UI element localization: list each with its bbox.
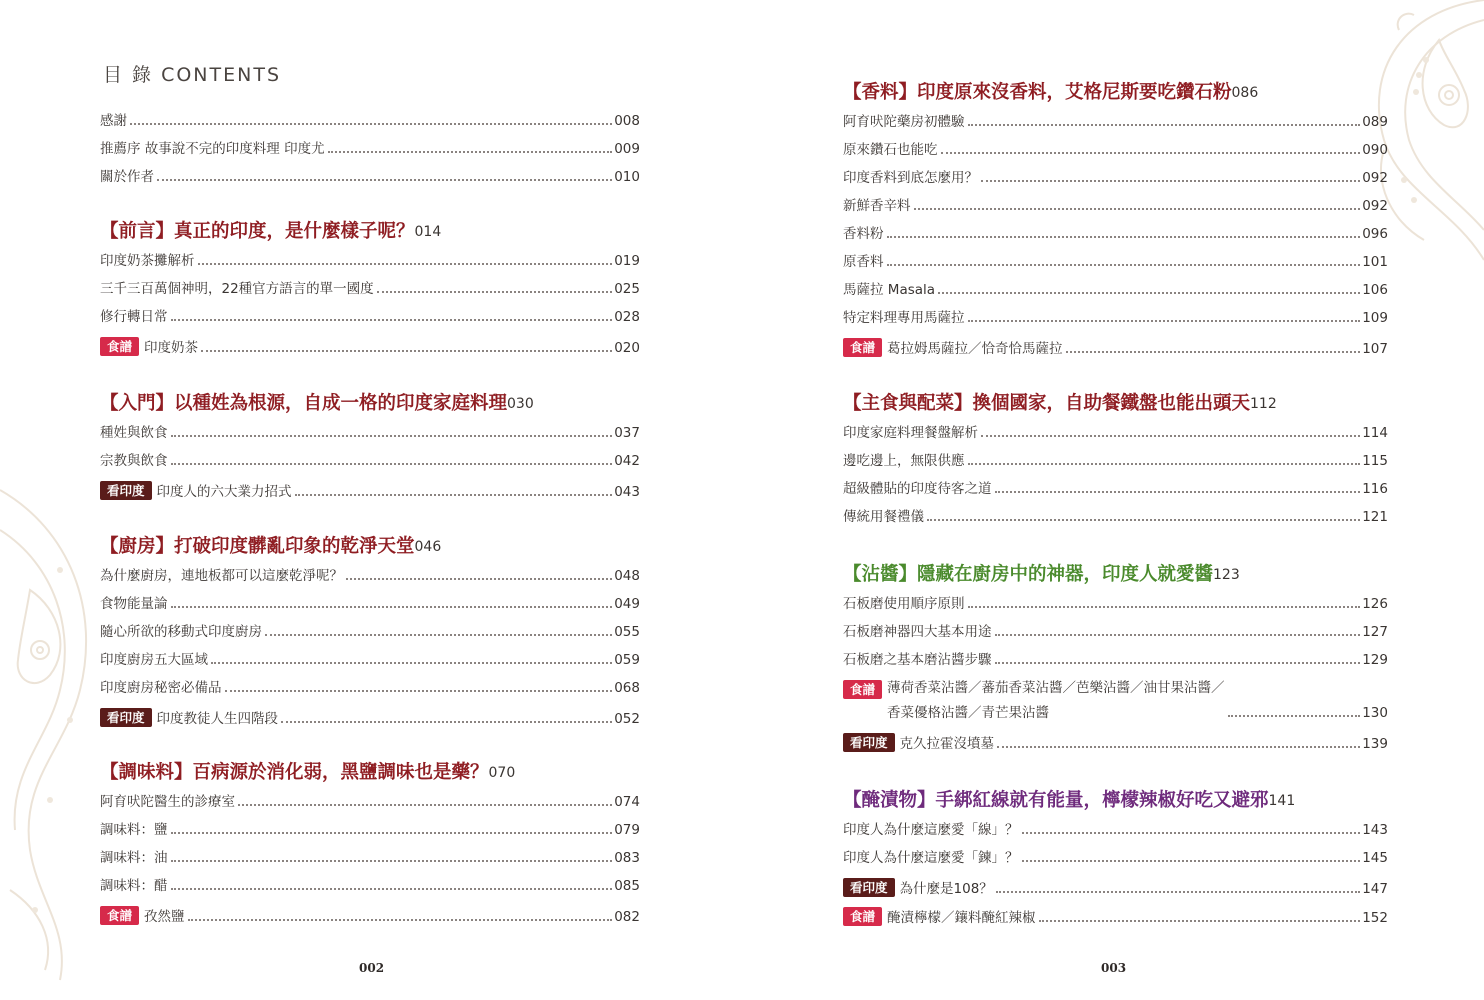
toc-entry[interactable] <box>100 680 640 696</box>
toc-entry[interactable] <box>843 481 1388 497</box>
paisley-ornament-bottom-left <box>0 470 110 990</box>
entry-label: 調味料：油 <box>100 850 168 866</box>
page-number: 028 <box>614 309 640 325</box>
toc-section-staples <box>843 393 1388 525</box>
toc-entry[interactable] <box>843 226 1388 242</box>
page-folio-left: 002 <box>359 961 385 975</box>
page-number: 082 <box>614 909 640 925</box>
leader-dots <box>281 721 612 723</box>
heading-label: 【前言】真正的印度，是什麼樣子呢？ <box>100 221 415 242</box>
recipe-tag: 食譜 <box>100 906 139 925</box>
leader-dots <box>171 319 613 321</box>
page-number: 068 <box>614 680 640 696</box>
recipe-tag: 食譜 <box>843 907 882 926</box>
entry-label: 原香料 <box>843 254 884 270</box>
left-page <box>100 0 640 1000</box>
section-heading[interactable] <box>100 393 640 415</box>
toc-entry[interactable] <box>843 850 1388 866</box>
entry-label: 邊吃邊上，無限供應 <box>843 453 965 469</box>
page-number: 090 <box>1362 142 1388 158</box>
entry-label: 印度人為什麼這麼愛「鍊」？ <box>843 850 1019 866</box>
leader-dots <box>997 746 1360 748</box>
toc-entry[interactable] <box>100 281 640 297</box>
toc-entry[interactable] <box>100 794 640 810</box>
entry-label: 印度香料到底怎麼用？ <box>843 170 978 186</box>
page-number: 019 <box>614 253 640 269</box>
entry-label: 香料粉 <box>843 226 884 242</box>
page-number: 152 <box>1362 910 1388 926</box>
leader-dots <box>171 860 613 862</box>
leader-dots <box>171 832 613 834</box>
entry-label: 調味料：鹽 <box>100 822 168 838</box>
toc-entry[interactable] <box>843 596 1388 612</box>
page-number: 048 <box>614 568 640 584</box>
leader-dots <box>171 435 613 437</box>
toc-entry[interactable] <box>843 624 1388 640</box>
entry-label: 印度教徒人生四階段 <box>156 711 279 727</box>
section-heading[interactable] <box>843 790 1388 812</box>
right-page <box>843 0 1388 1000</box>
entry-label-continued: 香菜優格沾醬／青芒果沾醬 <box>887 705 1050 721</box>
page-number: 114 <box>1362 425 1388 441</box>
section-heading[interactable] <box>843 82 1388 104</box>
entry-label: 三千三百萬個神明，22種官方語言的單一國度 <box>100 281 374 297</box>
leader-dots <box>346 578 612 580</box>
entry-label: 印度家庭料理餐盤解析 <box>843 425 978 441</box>
leader-dots <box>188 919 613 921</box>
entry-label: 宗教與飲食 <box>100 453 168 469</box>
toc-entry[interactable] <box>843 310 1388 326</box>
entry-label: 新鮮香辛料 <box>843 198 911 214</box>
leader-dots <box>996 891 1360 893</box>
toc-entry[interactable] <box>843 338 1388 357</box>
heading-label: 【廚房】打破印度髒亂印象的乾淨天堂 <box>100 536 415 557</box>
toc-entry[interactable] <box>100 568 640 584</box>
page-number: 010 <box>614 169 640 185</box>
entry-label: 為什麼廚房，連地板都可以這麼乾淨呢？ <box>100 568 343 584</box>
leader-dots <box>225 690 613 692</box>
page-number: 025 <box>614 281 640 297</box>
heading-label: 【入門】以種姓為根源，自成一格的印度家庭料理 <box>100 393 508 414</box>
page-number: 070 <box>488 765 516 781</box>
entry-label: 印度廚房秘密必備品 <box>100 680 222 696</box>
leader-dots <box>171 463 613 465</box>
page-number: 074 <box>614 794 640 810</box>
page-number: 145 <box>1362 850 1388 866</box>
toc-section-seasoning <box>100 762 640 925</box>
toc-entry[interactable] <box>843 282 1388 298</box>
leader-dots <box>1022 860 1361 862</box>
leader-dots <box>238 804 612 806</box>
page-number: 116 <box>1362 481 1388 497</box>
toc-entry[interactable] <box>100 708 640 727</box>
toc-section-spices <box>843 82 1388 357</box>
toc-section-kitchen <box>100 536 640 727</box>
toc-entry[interactable] <box>100 253 640 269</box>
entry-label: 葛拉姆馬薩拉／恰奇恰馬薩拉 <box>887 341 1063 357</box>
page-number: 030 <box>507 396 534 412</box>
page-number: 052 <box>614 711 640 727</box>
toc-entry[interactable] <box>843 878 1388 897</box>
section-heading[interactable] <box>100 762 640 784</box>
page-number: 129 <box>1362 652 1388 668</box>
heading-label: 【調味料】百病源於消化弱，黑鹽調味也是藥？ <box>100 762 489 783</box>
page-number: 049 <box>614 596 640 612</box>
entry-label: 原來鑽石也能吃 <box>843 142 938 158</box>
leader-dots <box>938 292 1360 294</box>
page-number: 147 <box>1362 881 1388 897</box>
entry-label: 調味料：醋 <box>100 878 168 894</box>
page-number: 042 <box>614 453 640 469</box>
entry-label: 克久拉霍沒墳墓 <box>899 736 995 752</box>
toc-section-preface <box>100 221 640 356</box>
entry-label: 阿育吠陀藥房初體驗 <box>843 114 965 130</box>
toc-entry[interactable] <box>843 652 1388 668</box>
leader-dots <box>198 263 613 265</box>
entry-label: 食物能量論 <box>100 596 168 612</box>
leader-dots <box>887 264 1361 266</box>
page-number: 141 <box>1268 793 1296 809</box>
toc-entry[interactable] <box>100 337 640 356</box>
toc-entry[interactable] <box>100 309 640 325</box>
leader-dots <box>1066 351 1361 353</box>
page-number: 096 <box>1362 226 1388 242</box>
toc-entry[interactable] <box>843 142 1388 158</box>
recipe-tag: 食譜 <box>843 680 882 699</box>
page-number: 092 <box>1362 170 1388 186</box>
leader-dots <box>981 435 1360 437</box>
page-number: 121 <box>1362 509 1388 525</box>
entry-label: 超級體貼的印度待客之道 <box>843 481 992 497</box>
section-heading[interactable] <box>843 393 1388 415</box>
leader-dots <box>377 291 613 293</box>
page-number: 123 <box>1213 567 1240 583</box>
toc-entry[interactable] <box>100 596 640 612</box>
heading-label: 【主食與配菜】換個國家，自助餐鐵盤也能出頭天 <box>843 393 1251 414</box>
entry-label: 印度廚房五大區域 <box>100 652 208 668</box>
entry-label-lines <box>887 680 1225 721</box>
page-number: 139 <box>1362 736 1388 752</box>
entry-label: 感謝 <box>100 113 127 129</box>
recipe-tag: 食譜 <box>843 338 882 357</box>
entry-label: 孜然鹽 <box>144 909 185 925</box>
page-number: 020 <box>614 340 640 356</box>
toc-entry[interactable] <box>100 822 640 838</box>
section-heading[interactable] <box>100 221 640 243</box>
entry-label: 阿育吠陀醫生的診療室 <box>100 794 235 810</box>
entry-label: 印度奶茶 <box>144 340 199 356</box>
toc-entry[interactable] <box>100 169 640 185</box>
page-folio-right: 003 <box>1101 961 1127 975</box>
toc-entry[interactable] <box>843 509 1388 525</box>
leader-dots <box>328 151 613 153</box>
entry-label: 修行轉日常 <box>100 309 168 325</box>
page-number: 059 <box>614 652 640 668</box>
leader-dots <box>171 606 613 608</box>
toc-entry[interactable] <box>843 453 1388 469</box>
heading-label: 【香料】印度原來沒香料，艾格尼斯要吃鑽石粉 <box>843 82 1232 103</box>
page-number: 083 <box>614 850 640 866</box>
entry-label: 印度人的六大業力招式 <box>156 484 292 500</box>
toc-entry[interactable] <box>100 850 640 866</box>
leader-dots <box>914 208 1361 210</box>
entry-label: 為什麼是108？ <box>899 881 993 897</box>
section-heading[interactable] <box>100 536 640 558</box>
page-number: 055 <box>614 624 640 640</box>
page-number: 086 <box>1231 85 1259 101</box>
page-number: 127 <box>1362 624 1388 640</box>
contents-title: 目 錄 CONTENTS <box>103 64 282 86</box>
toc-entry[interactable] <box>100 652 640 668</box>
entry-label: 薄荷香菜沾醬／蕃茄香菜沾醬／芭樂沾醬／油甘果沾醬／ <box>887 680 1225 696</box>
leader-dots <box>295 494 613 496</box>
page-number: 109 <box>1362 310 1388 326</box>
page-number: 126 <box>1362 596 1388 612</box>
heading-label: 【沾醬】隱藏在廚房中的神器，印度人就愛醬 <box>843 564 1214 585</box>
leader-dots <box>1039 920 1361 922</box>
toc-entry[interactable] <box>100 453 640 469</box>
toc-entry[interactable] <box>100 141 640 157</box>
leader-dots <box>968 463 1361 465</box>
leader-dots <box>968 606 1361 608</box>
recipe-tag: 食譜 <box>100 337 139 356</box>
page-number: 101 <box>1362 254 1388 270</box>
page-number: 079 <box>614 822 640 838</box>
leader-dots <box>995 491 1361 493</box>
see-india-tag: 看印度 <box>100 481 152 500</box>
toc-entry[interactable] <box>100 878 640 894</box>
entry-label: 種姓與飲食 <box>100 425 168 441</box>
entry-label: 特定料理專用馬薩拉 <box>843 310 965 326</box>
leader-dots <box>968 320 1361 322</box>
page-number: 106 <box>1362 282 1388 298</box>
leader-dots <box>157 179 612 181</box>
leader-dots <box>171 888 613 890</box>
leader-dots <box>211 662 612 664</box>
page-number: 107 <box>1362 341 1388 357</box>
toc-section-basics <box>100 393 640 500</box>
section-heading[interactable] <box>843 564 1388 586</box>
page-number: 115 <box>1362 453 1388 469</box>
entry-label: 隨心所欲的移動式印度廚房 <box>100 624 262 640</box>
page-number: 009 <box>614 141 640 157</box>
leader-dots <box>981 180 1360 182</box>
toc-entry[interactable] <box>100 113 640 129</box>
toc-section-pickles <box>843 790 1388 926</box>
page-number: 112 <box>1250 396 1277 412</box>
entry-label: 醃漬檸檬／鑲料醃紅辣椒 <box>887 910 1036 926</box>
leader-dots <box>887 236 1361 238</box>
entry-label: 關於作者 <box>100 169 154 185</box>
entry-label: 印度人為什麼這麼愛「線」？ <box>843 822 1019 838</box>
leader-dots <box>927 519 1360 521</box>
entry-label: 傳統用餐禮儀 <box>843 509 924 525</box>
see-india-tag: 看印度 <box>100 708 152 727</box>
toc-entry[interactable] <box>843 907 1388 926</box>
leader-dots <box>201 350 612 352</box>
see-india-tag: 看印度 <box>843 878 895 897</box>
leader-dots <box>265 634 612 636</box>
toc-entry[interactable] <box>100 481 640 500</box>
page-number: 089 <box>1362 114 1388 130</box>
leader-dots <box>1228 715 1361 717</box>
leader-dots <box>941 152 1361 154</box>
page-number: 046 <box>414 539 442 555</box>
leader-dots <box>995 662 1361 664</box>
toc-entry[interactable] <box>843 114 1388 130</box>
entry-label: 石板磨神器四大基本用途 <box>843 624 992 640</box>
heading-label: 【醃漬物】手綁紅線就有能量，檸檬辣椒好吃又避邪 <box>843 790 1269 811</box>
page-number: 014 <box>414 224 442 240</box>
leader-dots <box>130 123 612 125</box>
page-number: 037 <box>614 425 640 441</box>
page-number: 043 <box>614 484 640 500</box>
entry-label: 石板磨使用順序原則 <box>843 596 965 612</box>
intro-section <box>100 113 640 185</box>
toc-entry[interactable] <box>843 425 1388 441</box>
toc-entry[interactable] <box>100 906 640 925</box>
toc-entry[interactable] <box>843 170 1388 186</box>
toc-entry[interactable] <box>843 822 1388 838</box>
page-number: 130 <box>1362 705 1388 721</box>
entry-label: 推薦序 故事說不完的印度料理 印度尤 <box>100 141 325 157</box>
entry-label: 馬薩拉 Masala <box>843 282 936 298</box>
leader-dots <box>995 634 1361 636</box>
page-number: 085 <box>614 878 640 894</box>
entry-label: 石板磨之基本磨沾醬步驟 <box>843 652 992 668</box>
toc-entry[interactable] <box>843 733 1388 752</box>
page-number: 143 <box>1362 822 1388 838</box>
toc-entry[interactable] <box>100 624 640 640</box>
toc-section-chutney <box>843 564 1388 752</box>
page-number: 092 <box>1362 198 1388 214</box>
page-number: 008 <box>614 113 640 129</box>
toc-entry-multiline[interactable] <box>843 680 1388 721</box>
leader-dots <box>968 124 1361 126</box>
see-india-tag: 看印度 <box>843 733 895 752</box>
toc-entry[interactable] <box>843 254 1388 270</box>
toc-entry[interactable] <box>843 198 1388 214</box>
entry-label: 印度奶茶攤解析 <box>100 253 195 269</box>
toc-entry[interactable] <box>100 425 640 441</box>
leader-dots <box>1022 832 1361 834</box>
